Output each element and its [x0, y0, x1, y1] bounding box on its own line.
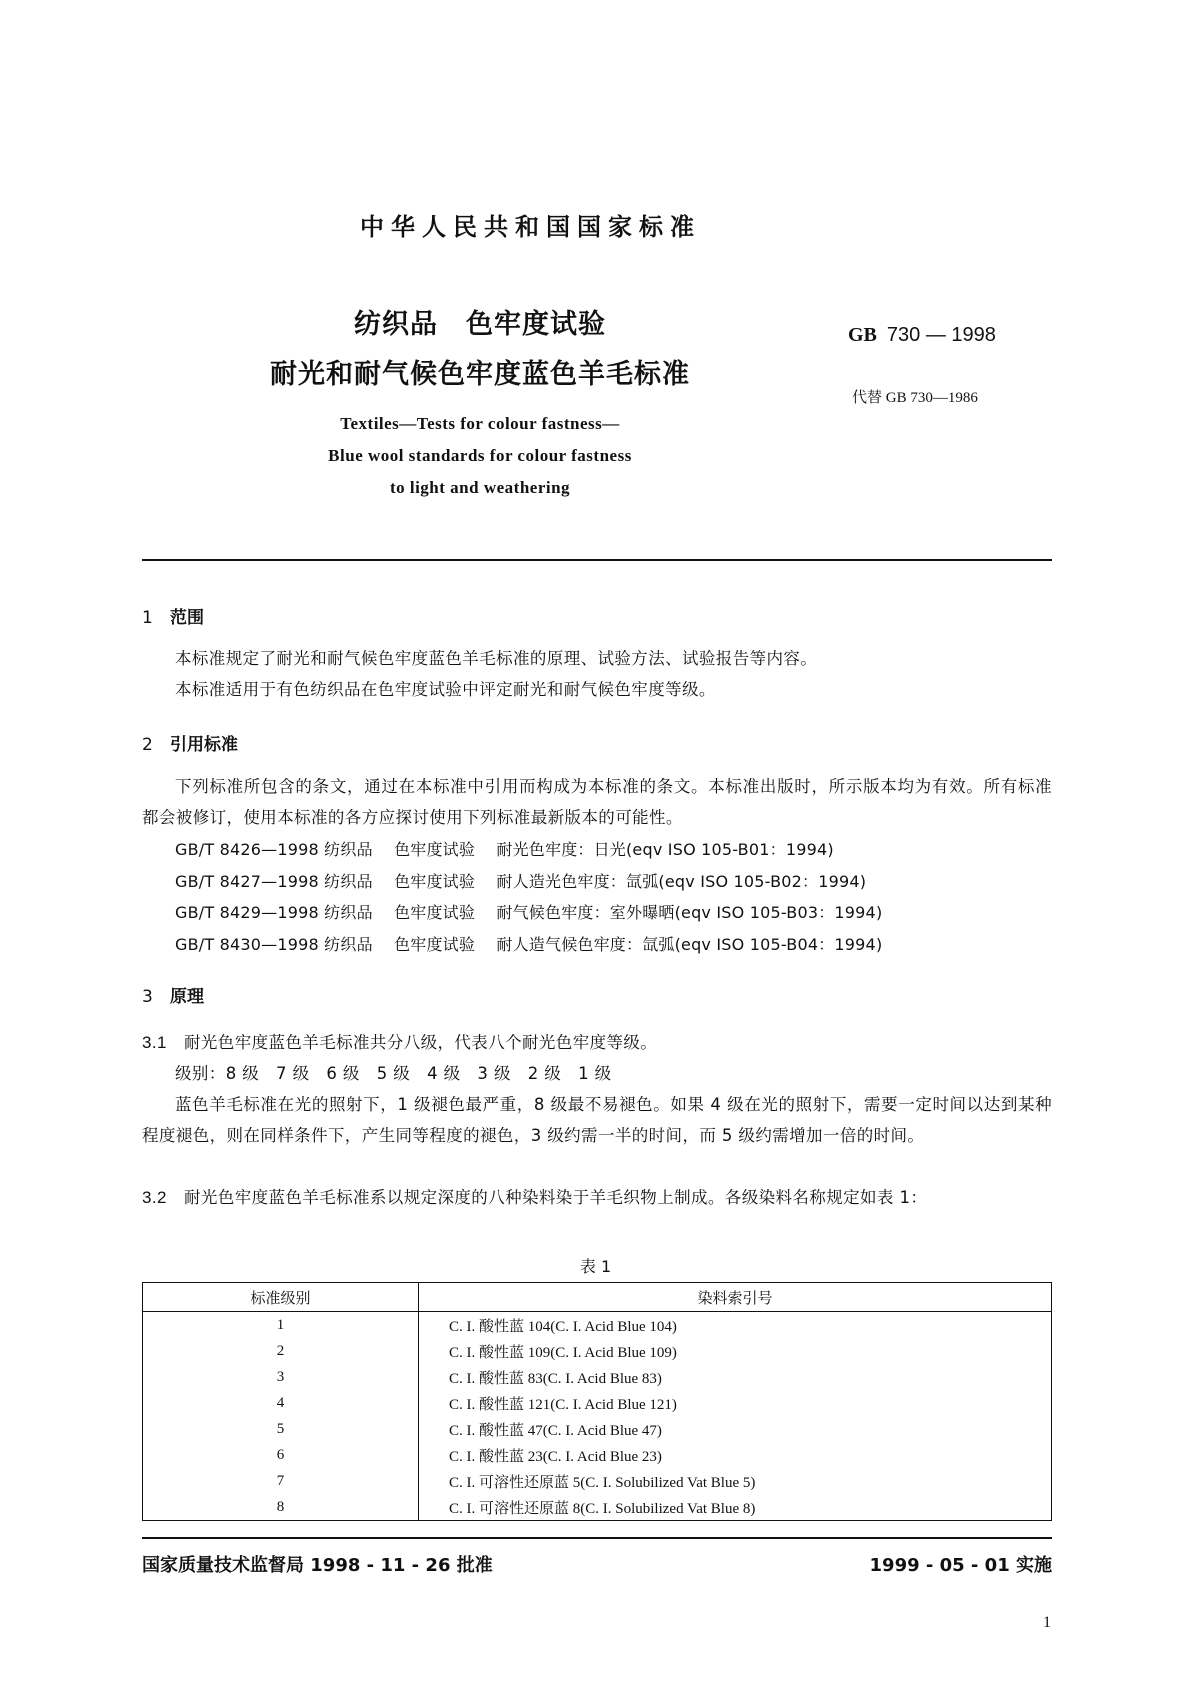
standard-prefix: GB [848, 324, 877, 346]
dye-cell: C. I. 可溶性还原蓝 5(C. I. Solubilized Vat Blue 5) [449, 1474, 756, 1491]
header-divider [142, 559, 1052, 561]
section-1-paragraph-2: 本标准适用于有色纺织品在色牢度试验中评定耐光和耐气候色牢度等级。 [175, 680, 716, 699]
clause-number: 3.1 [142, 1033, 167, 1052]
table-header-row [143, 1283, 1052, 1312]
column-header-dye-index: 染料索引号 [419, 1283, 1052, 1312]
national-standard-heading: 中华人民共和国国家标准 [360, 213, 701, 241]
reference-code: GB/T 8427—1998 [175, 871, 319, 891]
reference-part: 纺织品 [324, 934, 373, 954]
grade-cell: 1 [143, 1312, 419, 1339]
grade-cell: 4 [143, 1390, 419, 1416]
dye-cell: C. I. 酸性蓝 104(C. I. Acid Blue 104) [449, 1318, 677, 1335]
table-row [143, 1312, 1052, 1339]
reference-part: 色牢度试验 [394, 871, 476, 891]
title-en-line1: Textiles—Tests for colour fastness— [340, 414, 620, 433]
section-number: 1 [142, 608, 153, 628]
grade-cell: 8 [143, 1494, 419, 1521]
reference-code: GB/T 8429—1998 [175, 903, 319, 922]
title-en-line3: to light and weathering [389, 478, 571, 497]
reference-code: GB/T 8430—1998 [175, 934, 319, 954]
reference-part: 色牢度试验 [394, 934, 476, 954]
table-row [143, 1364, 1052, 1390]
grade-cell: 5 [143, 1416, 419, 1442]
reference-part: 耐人造光色牢度：氙弧(eqv ISO 105-B02：1994) [496, 871, 867, 891]
dye-cell: C. I. 酸性蓝 83(C. I. Acid Blue 83) [449, 1370, 662, 1387]
dye-table [142, 1282, 1052, 1521]
reference-part: 纺织品 [324, 903, 373, 922]
standard-number [848, 324, 996, 347]
reference-item [175, 897, 882, 929]
section-1-heading [142, 603, 204, 628]
reference-part: 耐光色牢度：日光(eqv ISO 105-B01：1994) [496, 840, 834, 859]
table-caption: 表 1 [579, 1257, 612, 1276]
table-row [143, 1416, 1052, 1442]
title-cn-line2: 耐光和耐气候色牢度蓝色羊毛标准 [270, 359, 690, 390]
grade-cell: 7 [143, 1468, 419, 1494]
section-1-paragraph-1: 本标准规定了耐光和耐气候色牢度蓝色羊毛标准的原理、试验方法、试验报告等内容。 [175, 649, 818, 668]
section-2-intro: 下列标准所包含的条文，通过在本标准中引用而构成为本标准的条文。本标准出版时，所示版本均为有效。所有标准都会被修订，使用本标准的各方应探讨使用下列标准最新版本的可能性。 [142, 777, 1052, 827]
clause-3-2 [142, 1182, 1052, 1213]
clause-3-1 [142, 1027, 1052, 1058]
dye-cell: C. I. 酸性蓝 47(C. I. Acid Blue 47) [449, 1422, 662, 1439]
reference-part: 色牢度试验 [394, 840, 476, 859]
reference-code: GB/T 8426—1998 [175, 840, 319, 859]
reference-item [175, 866, 882, 898]
section-title: 原理 [170, 987, 204, 1007]
dye-cell: C. I. 可溶性还原蓝 8(C. I. Solubilized Vat Blue 8) [449, 1500, 756, 1517]
clause-text: 耐光色牢度蓝色羊毛标准共分八级，代表八个耐光色牢度等级。 [184, 1033, 658, 1052]
dye-cell: C. I. 酸性蓝 109(C. I. Acid Blue 109) [449, 1344, 677, 1361]
section-3-heading [142, 982, 204, 1007]
page-number: 1 [1043, 1614, 1051, 1631]
reference-part: 耐气候色牢度：室外曝晒(eqv ISO 105-B03：1994) [496, 903, 883, 922]
title-en-line2: Blue wool standards for colour fastness [328, 446, 632, 465]
table-row [143, 1390, 1052, 1416]
table-row [143, 1494, 1052, 1521]
reference-part: 耐人造气候色牢度：氙弧(eqv ISO 105-B04：1994) [496, 934, 883, 954]
grades-line: 级别：8 级 7 级 6 级 5 级 4 级 3 级 2 级 1 级 [175, 1064, 612, 1083]
clause-number: 3.2 [142, 1188, 167, 1207]
reference-list [175, 834, 882, 960]
column-header-grade: 标准级别 [143, 1283, 419, 1312]
clause-text: 耐光色牢度蓝色羊毛标准系以规定深度的八种染料染于羊毛织物上制成。各级染料名称规定如表 1： [184, 1188, 928, 1207]
table-row [143, 1442, 1052, 1468]
section-number: 2 [142, 735, 153, 755]
reference-part: 色牢度试验 [394, 903, 476, 922]
grade-cell: 6 [143, 1442, 419, 1468]
section-title: 引用标准 [170, 735, 238, 755]
title-cn-line1: 纺织品 色牢度试验 [354, 309, 606, 340]
dye-cell: C. I. 酸性蓝 121(C. I. Acid Blue 121) [449, 1396, 677, 1413]
grade-cell: 3 [143, 1364, 419, 1390]
dye-cell: C. I. 酸性蓝 23(C. I. Acid Blue 23) [449, 1448, 662, 1465]
reference-part: 纺织品 [324, 871, 373, 891]
reference-item [175, 929, 882, 961]
replaces-standard: 代替 GB 730—1986 [852, 390, 978, 406]
table-row [143, 1338, 1052, 1364]
reference-part: 纺织品 [324, 840, 373, 859]
footer-divider [142, 1537, 1052, 1539]
section-2-heading [142, 730, 238, 755]
clause-3-1-explanation: 蓝色羊毛标准在光的照射下，1 级褪色最严重，8 级最不易褪色。如果 4 级在光的照射下，需要一定时间以达到某种程度褪色，则在同样条件下，产生同等程度的褪色，3 级约需一半的时间，而 5 级约需增加一倍的时间。 [142, 1095, 1052, 1145]
grade-cell: 2 [143, 1338, 419, 1364]
effective-date: 1999 - 05 - 01 实施 [869, 1555, 1052, 1576]
table-row [143, 1468, 1052, 1494]
section-title: 范围 [170, 608, 204, 628]
reference-item [175, 834, 882, 866]
approval-statement: 国家质量技术监督局 1998 - 11 - 26 批准 [142, 1555, 493, 1576]
standard-code: 730 — 1998 [886, 324, 996, 346]
section-number: 3 [142, 987, 153, 1007]
